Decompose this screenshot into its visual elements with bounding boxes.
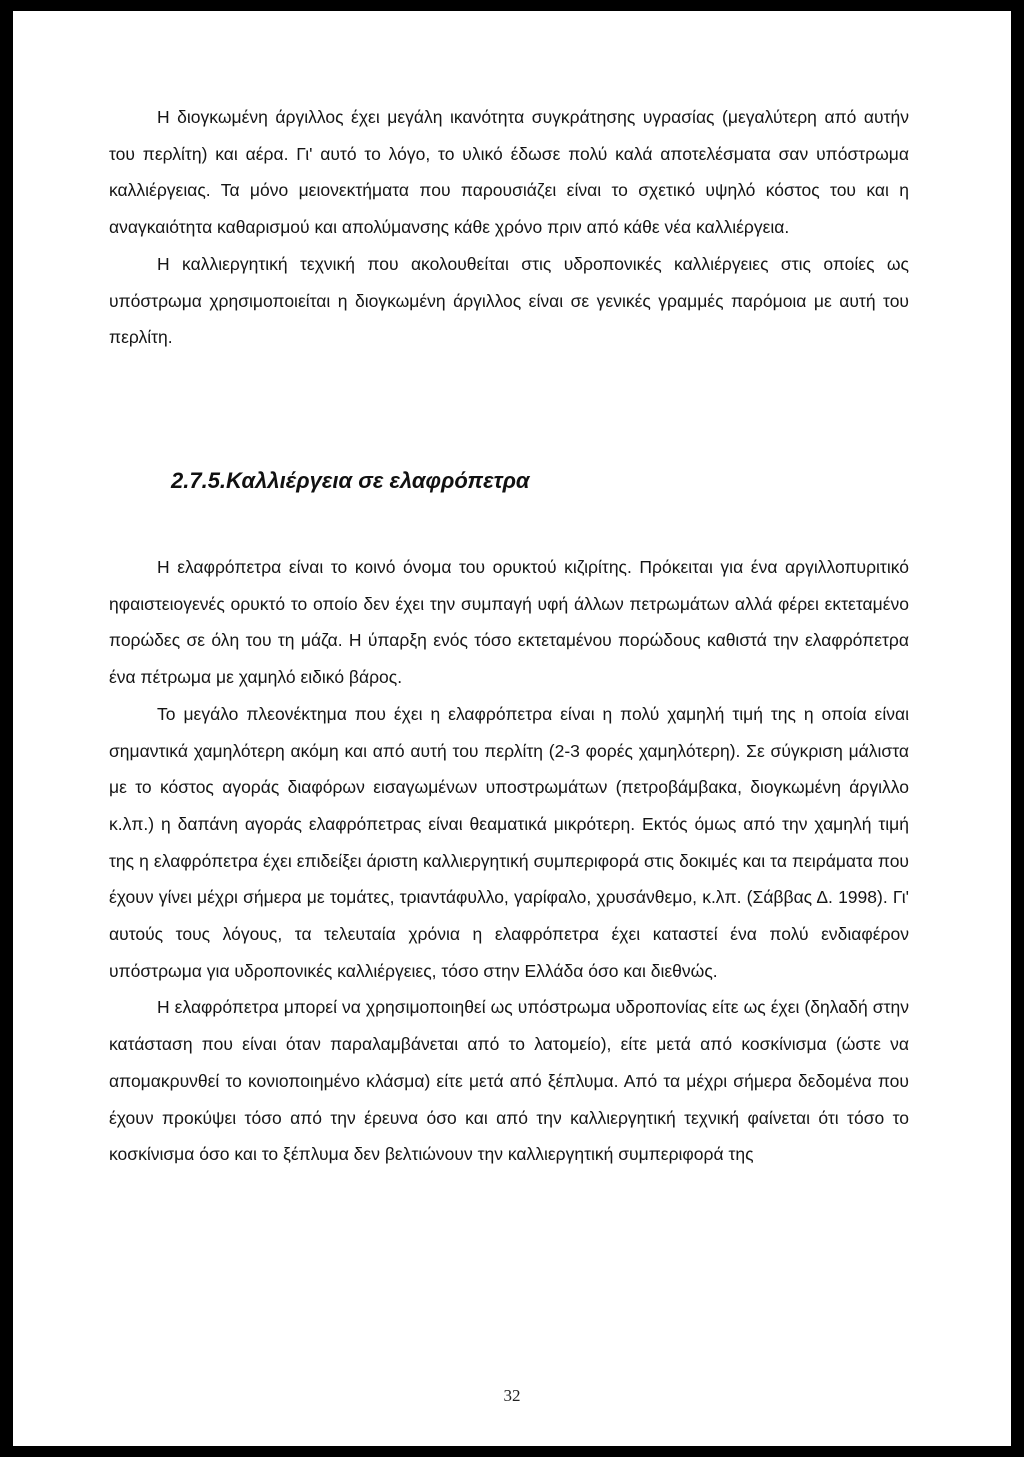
paragraph: Η ελαφρόπετρα μπορεί να χρησιμοποιηθεί ως υπόστρωμα υδροπονίας είτε ως έχει (δηλαδή στην κατάσταση που είναι όταν παραλαμβάνεται από το λατομείο), είτε μετά από κοσκίνισμα (ώστε να απομακρυνθεί το κονιοποιημένο κλάσμα) είτε μετά από ξέπλυμα. Από τα μέχρι σήμερα δεδομένα που έχουν προκύψει τόσο από την έρευνα όσο και από την καλλιεργητική τεχνική φαίνεται ότι τόσο το κοσκίνισμα όσο και το ξέπλυμα δεν βελτιώνουν την καλλιεργητική συμπεριφορά της xyxy=(109,997,909,1165)
page-number: 32 xyxy=(503,1386,521,1405)
body-text-top xyxy=(109,99,909,356)
paragraph: Η καλλιεργητική τεχνική που ακολουθείται στις υδροπονικές καλλιέργειες στις οποίες ως υπόστρωμα χρησιμοποιείται η διογκωμένη άργιλλος είναι σε γενικές γραμμές παρόμοια με αυτή του περλίτη. xyxy=(109,253,909,348)
paragraph: Η ελαφρόπετρα είναι το κοινό όνομα του ορυκτού κιζιρίτης. Πρόκειται για ένα αργιλλοπυριτικό ηφαιστειογενές ορυκτό το οποίο δεν έχει την συμπαγή υφή άλλων πετρωμάτων αλλά φέρει εκτεταμένο πορώδες σε όλη του τη μάζα. Η ύπαρξη ενός τόσο εκτεταμένου πορώδους καθιστά την ελαφρόπετρα ένα πέτρωμα με χαμηλό ειδικό βάρος. xyxy=(109,557,909,688)
paragraph: Η διογκωμένη άργιλλος έχει μεγάλη ικανότητα συγκράτησης υγρασίας (μεγαλύτερη από αυτήν του περλίτη) και αέρα. Γι' αυτό το λόγο, το υλικό έδωσε πολύ καλά αποτελέσματα σαν υπόστρωμα καλλιέργειας. Τα μόνο μειονεκτήματα που παρουσιάζει είναι το σχετικό υψηλό κόστος του και η αναγκαιότητα καθαρισμού και απολύμανσης κάθε χρόνο πριν από κάθε νέα καλλιέργεια. xyxy=(109,107,909,238)
body-text-section xyxy=(109,549,909,1173)
section-heading: 2.7.5.Καλλιέργεια σε ελαφρόπετρα xyxy=(171,468,530,493)
paragraph: Το μεγάλο πλεονέκτημα που έχει η ελαφρόπετρα είναι η πολύ χαμηλή τιμή της η οποία είναι σημαντικά χαμηλότερη ακόμη και από αυτή του περλίτη (2-3 φορές χαμηλότερη). Σε σύγκριση μάλιστα με το κόστος αγοράς διαφόρων εισαγωμένων υποστρωμάτων (πετροβάμβακα, διογκωμένη άργιλλο κ.λπ.) η δαπάνη αγοράς ελαφρόπετρας είναι θεαματικά μικρότερη. Εκτός όμως από την χαμηλή τιμή της η ελαφρόπετρα έχει επιδείξει άριστη καλλιεργητική συμπεριφορά στις δοκιμές και τα πειράματα που έχουν γίνει μέχρι σήμερα με τομάτες, τριαντάφυλλο, γαρίφαλο, χρυσάνθεμο, κ.λπ. (Σάββας Δ. 1998). Γι' αυτούς τους λόγους, τα τελευταία χρόνια η ελαφρόπετρα έχει καταστεί ένα πολύ ενδιαφέρον υπόστρωμα για υδροπονικές καλλιέργειες, τόσο στην Ελλάδα όσο και διεθνώς. xyxy=(109,703,909,981)
